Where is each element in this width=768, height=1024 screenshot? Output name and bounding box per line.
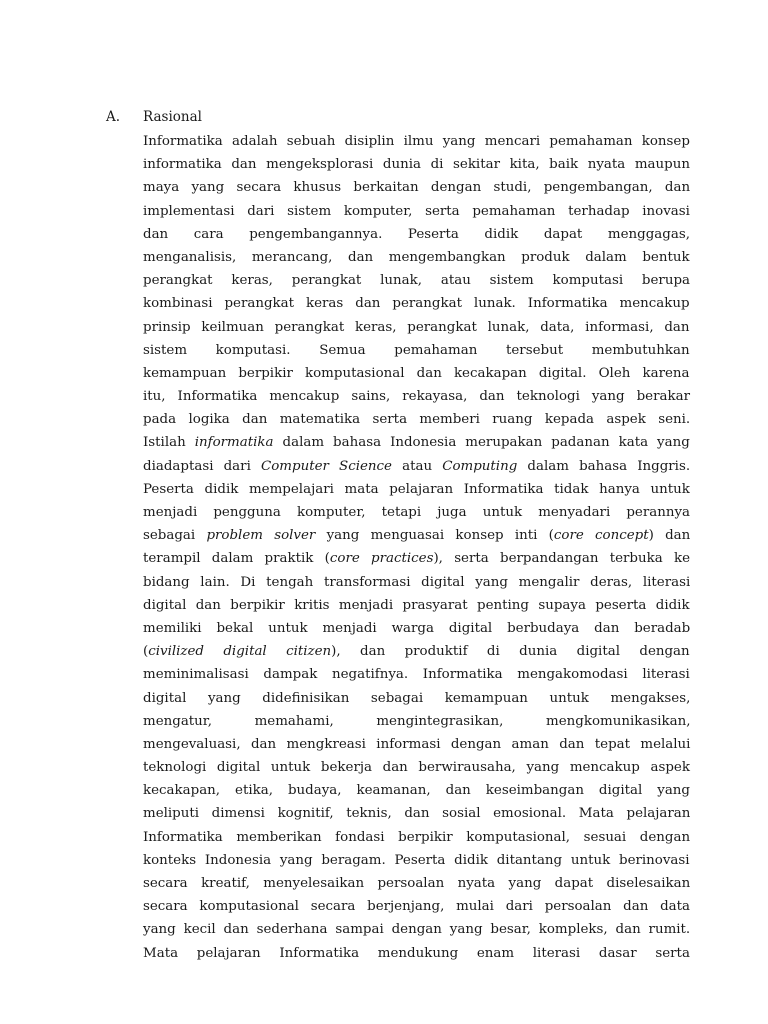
text-line: diadaptasi dari Computer Science atau Computing dalam bahasa Inggris.	[143, 458, 691, 474]
text-line: itu, Informatika mencakup sains, rekayasa, dan teknologi yang berakar	[143, 389, 690, 405]
text-line: Informatika memberikan fondasi berpikir komputasional, sesuai dengan	[143, 829, 691, 845]
section-number: A.	[106, 109, 121, 125]
text-line: Informatika adalah sebuah disiplin ilmu yang mencari pemahaman konsep	[143, 134, 690, 149]
text-line: teknologi digital untuk bekerja dan berwirausaha, yang mencakup aspek	[143, 760, 690, 776]
text-line: prinsip keilmuan perangkat keras, perangkat lunak, data, informasi, dan	[143, 319, 690, 335]
text-line: menganalisis, merancang, dan mengembangkan produk dalam bentuk	[143, 249, 690, 265]
text-line: kecakapan, etika, budaya, keamanan, dan keseimbangan digital yang	[143, 783, 690, 799]
text-line: konteks Indonesia yang beragam. Peserta didik ditantang untuk berinovasi	[143, 852, 690, 868]
text-line: Istilah informatika dalam bahasa Indonesia merupakan padanan kata yang	[143, 435, 690, 451]
text-line: digital dan berpikir kritis menjadi prasyarat penting supaya peserta didik	[143, 597, 690, 613]
italic-term: informatika	[194, 435, 274, 451]
text-line: implementasi dari sistem komputer, serta pemahaman terhadap inovasi	[143, 203, 690, 219]
text-line: memiliki bekal untuk menjadi warga digital berbudaya dan beradab	[143, 620, 691, 636]
text-line: secara kreatif, menyelesaikan persoalan nyata yang dapat diselesaikan	[143, 876, 691, 891]
text-line: mengatur, memahami, mengintegrasikan, mengkomunikasikan,	[143, 713, 691, 729]
italic-term: Computer Science	[261, 458, 392, 474]
text-line: terampil dalam praktik (core practices), serta berpandangan terbuka ke	[143, 551, 690, 567]
text-line: yang kecil dan sederhana sampai dengan yang besar, kompleks, dan rumit.	[143, 922, 691, 938]
text-line: Mata pelajaran Informatika mendukung enam literasi dasar serta	[143, 945, 690, 961]
text-line: dan cara pengembangannya. Peserta didik dapat menggagas,	[143, 226, 690, 242]
text-line: mengevaluasi, dan mengkreasi informasi dengan aman dan tepat melalui	[143, 736, 691, 752]
text-line: sebagai problem solver yang menguasai konsep inti (core concept) dan	[143, 528, 691, 544]
italic-term: core practices	[329, 551, 434, 567]
body-paragraph	[143, 130, 690, 965]
text-line: bidang lain. Di tengah transformasi digital yang mengalir deras, literasi	[143, 574, 691, 590]
text-line: maya yang secara khusus berkaitan dengan studi, pengembangan, dan	[143, 180, 691, 196]
text-line: informatika dan mengeksplorasi dunia di sekitar kita, baik nyata maupun	[143, 157, 690, 173]
section-title: Rasional	[143, 109, 202, 125]
italic-term: core concept	[553, 528, 649, 544]
text-line: digital yang didefinisikan sebagai kemampuan untuk mengakses,	[143, 690, 691, 706]
text-line: sistem komputasi. Semua pemahaman tersebut membutuhkan	[143, 342, 690, 358]
text-line: kombinasi perangkat keras dan perangkat lunak. Informatika mencakup	[143, 296, 690, 312]
text-line: Peserta didik mempelajari mata pelajaran Informatika tidak hanya untuk	[143, 481, 690, 497]
text-line: secara komputasional secara berjenjang, mulai dari persoalan dan data	[143, 899, 691, 915]
text-line: menjadi pengguna komputer, tetapi juga untuk menyadari perannya	[143, 505, 691, 520]
italic-term: Computing	[442, 458, 518, 474]
text-line: meminimalisasi dampak negatifnya. Informatika mengakomodasi literasi	[143, 667, 690, 683]
text-line: meliputi dimensi kognitif, teknis, dan sosial emosional. Mata pelajaran	[143, 806, 691, 822]
text-line: perangkat keras, perangkat lunak, atau sistem komputasi berupa	[143, 273, 691, 289]
text-line: pada logika dan matematika serta memberi ruang kepada aspek seni.	[143, 412, 691, 428]
text-line: kemampuan berpikir komputasional dan kecakapan digital. Oleh karena	[143, 365, 690, 381]
text-line: (civilized digital citizen), dan produktif di dunia digital dengan	[143, 644, 690, 660]
italic-term: civilized digital citizen	[148, 644, 332, 660]
italic-term: problem solver	[206, 528, 316, 544]
